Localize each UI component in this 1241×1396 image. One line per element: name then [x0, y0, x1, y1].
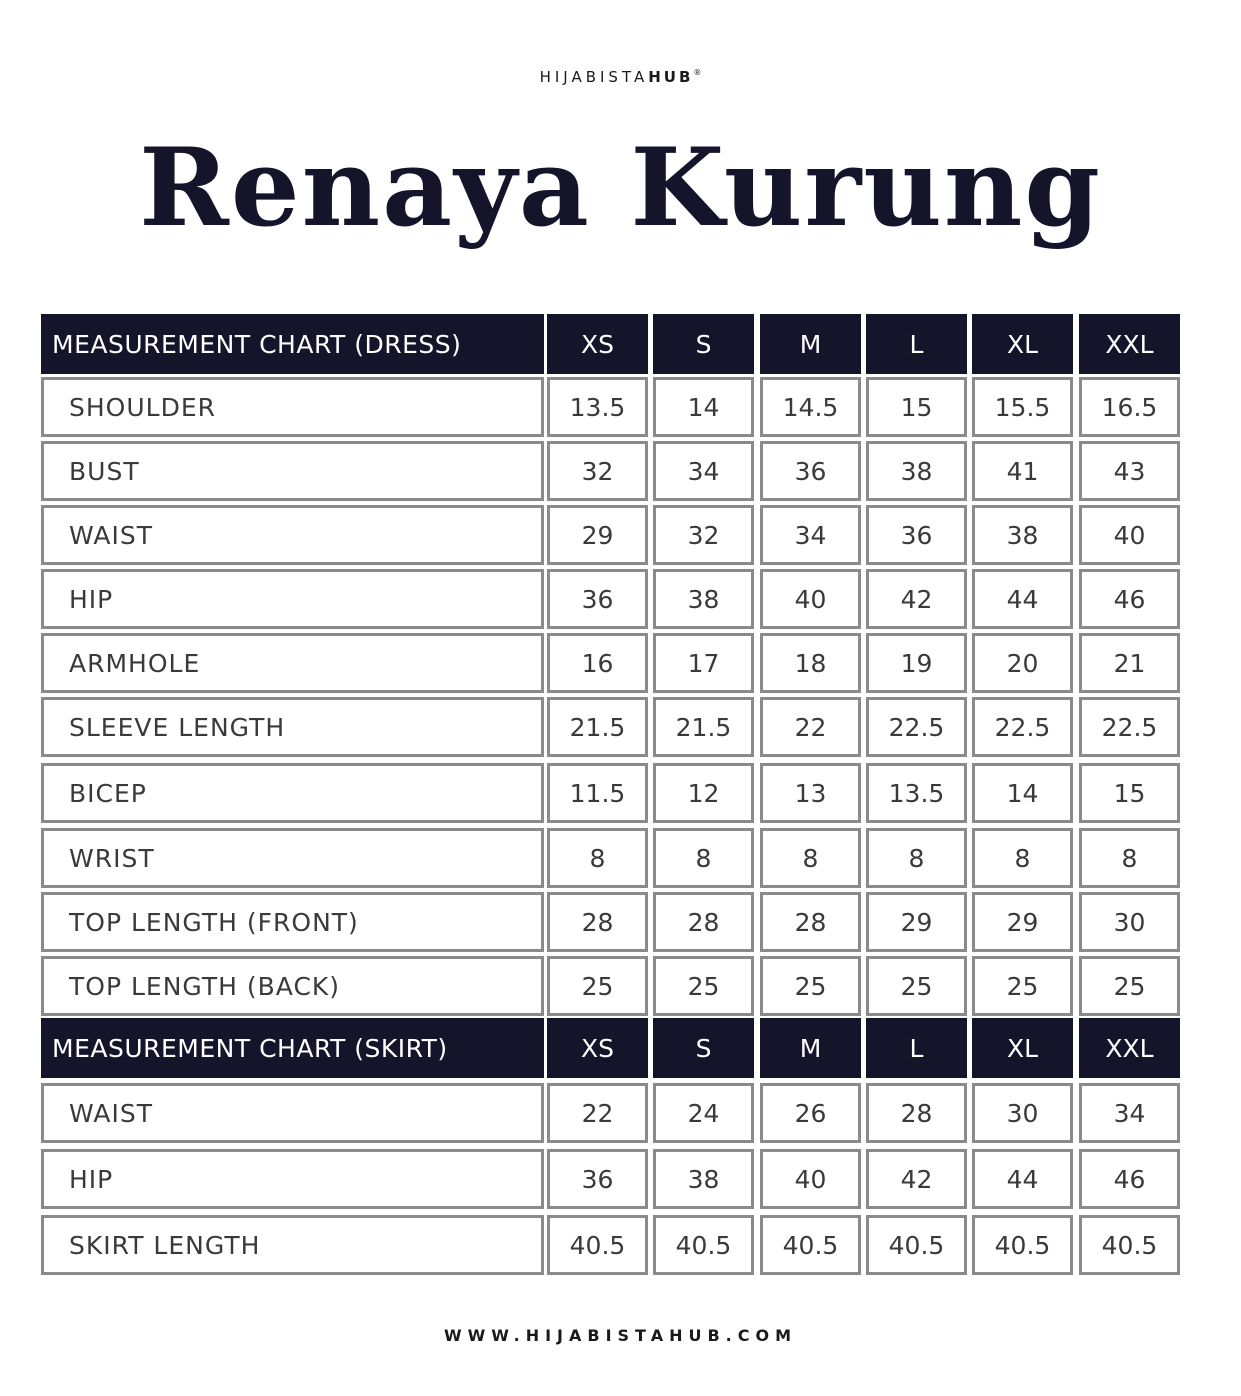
measurement-label: TOP LENGTH (BACK) [41, 956, 544, 1016]
measurement-value: 28 [653, 892, 754, 952]
measurement-value: 28 [547, 892, 648, 952]
measurement-value: 11.5 [547, 763, 648, 823]
dress-chart-header-row [0, 314, 1241, 374]
table-row [0, 828, 1241, 888]
measurement-value: 34 [760, 505, 861, 565]
measurement-value: 43 [1079, 441, 1180, 501]
dress-size-header: XL [972, 314, 1073, 374]
measurement-value: 13.5 [866, 763, 967, 823]
measurement-value: 30 [1079, 892, 1180, 952]
measurement-value: 32 [547, 441, 648, 501]
measurement-value: 25 [972, 956, 1073, 1016]
measurement-value: 14 [653, 377, 754, 437]
dress-size-header: S [653, 314, 754, 374]
table-row [0, 569, 1241, 629]
measurement-value: 26 [760, 1083, 861, 1143]
measurement-value: 18 [760, 633, 861, 693]
measurement-value: 34 [653, 441, 754, 501]
table-row [0, 441, 1241, 501]
registered-mark: ® [693, 68, 702, 77]
measurement-value: 21.5 [653, 697, 754, 757]
measurement-value: 14.5 [760, 377, 861, 437]
table-row [0, 892, 1241, 952]
brand-name-bold: HUB [648, 68, 694, 86]
table-row [0, 956, 1241, 1016]
measurement-value: 25 [760, 956, 861, 1016]
measurement-value: 17 [653, 633, 754, 693]
measurement-value: 8 [866, 828, 967, 888]
measurement-value: 40.5 [866, 1215, 967, 1275]
measurement-value: 22 [760, 697, 861, 757]
measurement-label: WAIST [41, 505, 544, 565]
website-url: WWW.HIJABISTAHUB.COM [443, 1326, 798, 1345]
measurement-value: 8 [547, 828, 648, 888]
measurement-value: 40.5 [760, 1215, 861, 1275]
table-row [0, 505, 1241, 565]
measurement-value: 21.5 [547, 697, 648, 757]
measurement-label: ARMHOLE [41, 633, 544, 693]
measurement-value: 28 [760, 892, 861, 952]
brand-logo [0, 68, 1241, 86]
measurement-label: HIP [41, 569, 544, 629]
measurement-value: 8 [760, 828, 861, 888]
table-row [0, 1149, 1241, 1209]
table-row [0, 697, 1241, 757]
measurement-value: 29 [972, 892, 1073, 952]
measurement-value: 36 [547, 1149, 648, 1209]
page-title: Renaya Kurung [139, 125, 1102, 251]
measurement-value: 40.5 [972, 1215, 1073, 1275]
measurement-label: SHOULDER [41, 377, 544, 437]
measurement-value: 40 [1079, 505, 1180, 565]
measurement-value: 30 [972, 1083, 1073, 1143]
skirt-chart-heading: MEASUREMENT CHART (SKIRT) [41, 1018, 544, 1078]
measurement-value: 12 [653, 763, 754, 823]
measurement-value: 13 [760, 763, 861, 823]
measurement-value: 36 [866, 505, 967, 565]
measurement-value: 25 [866, 956, 967, 1016]
measurement-value: 41 [972, 441, 1073, 501]
measurement-value: 34 [1079, 1083, 1180, 1143]
brand-name-light: HIJABISTA [539, 68, 649, 86]
measurement-value: 14 [972, 763, 1073, 823]
measurement-value: 20 [972, 633, 1073, 693]
measurement-value: 46 [1079, 569, 1180, 629]
measurement-value: 38 [653, 569, 754, 629]
measurement-value: 15 [866, 377, 967, 437]
skirt-size-header: L [866, 1018, 967, 1078]
measurement-value: 24 [653, 1083, 754, 1143]
measurement-value: 19 [866, 633, 967, 693]
measurement-label: SLEEVE LENGTH [41, 697, 544, 757]
measurement-value: 29 [866, 892, 967, 952]
measurement-value: 8 [1079, 828, 1180, 888]
measurement-label: WRIST [41, 828, 544, 888]
skirt-size-header: XXL [1079, 1018, 1180, 1078]
measurement-value: 16 [547, 633, 648, 693]
measurement-value: 38 [653, 1149, 754, 1209]
dress-size-header: XS [547, 314, 648, 374]
dress-chart-heading: MEASUREMENT CHART (DRESS) [41, 314, 544, 374]
measurement-value: 22 [547, 1083, 648, 1143]
skirt-size-header: XS [547, 1018, 648, 1078]
measurement-value: 8 [653, 828, 754, 888]
measurement-value: 25 [547, 956, 648, 1016]
measurement-value: 40 [760, 569, 861, 629]
measurement-value: 15.5 [972, 377, 1073, 437]
measurement-label: SKIRT LENGTH [41, 1215, 544, 1275]
skirt-size-header: S [653, 1018, 754, 1078]
measurement-label: BICEP [41, 763, 544, 823]
measurement-label: TOP LENGTH (FRONT) [41, 892, 544, 952]
skirt-chart-header-row [0, 1018, 1241, 1078]
measurement-value: 22.5 [1079, 697, 1180, 757]
table-row [0, 1215, 1241, 1275]
measurement-value: 40.5 [547, 1215, 648, 1275]
measurement-value: 16.5 [1079, 377, 1180, 437]
measurement-value: 42 [866, 569, 967, 629]
measurement-value: 28 [866, 1083, 967, 1143]
measurement-value: 44 [972, 1149, 1073, 1209]
measurement-value: 13.5 [547, 377, 648, 437]
measurement-value: 38 [866, 441, 967, 501]
measurement-value: 25 [653, 956, 754, 1016]
table-row [0, 377, 1241, 437]
measurement-value: 38 [972, 505, 1073, 565]
measurement-value: 36 [547, 569, 648, 629]
dress-size-header: M [760, 314, 861, 374]
table-row [0, 633, 1241, 693]
measurement-value: 15 [1079, 763, 1180, 823]
table-row [0, 763, 1241, 823]
skirt-size-header: M [760, 1018, 861, 1078]
skirt-size-header: XL [972, 1018, 1073, 1078]
measurement-value: 8 [972, 828, 1073, 888]
measurement-value: 25 [1079, 956, 1180, 1016]
measurement-value: 46 [1079, 1149, 1180, 1209]
measurement-label: HIP [41, 1149, 544, 1209]
measurement-value: 32 [653, 505, 754, 565]
measurement-value: 44 [972, 569, 1073, 629]
dress-size-header: L [866, 314, 967, 374]
measurement-value: 36 [760, 441, 861, 501]
measurement-label: WAIST [41, 1083, 544, 1143]
dress-size-header: XXL [1079, 314, 1180, 374]
measurement-value: 22.5 [972, 697, 1073, 757]
measurement-value: 42 [866, 1149, 967, 1209]
measurement-value: 22.5 [866, 697, 967, 757]
measurement-value: 21 [1079, 633, 1180, 693]
measurement-value: 40.5 [653, 1215, 754, 1275]
measurement-label: BUST [41, 441, 544, 501]
measurement-value: 29 [547, 505, 648, 565]
table-row [0, 1083, 1241, 1143]
measurement-value: 40 [760, 1149, 861, 1209]
measurement-value: 40.5 [1079, 1215, 1180, 1275]
